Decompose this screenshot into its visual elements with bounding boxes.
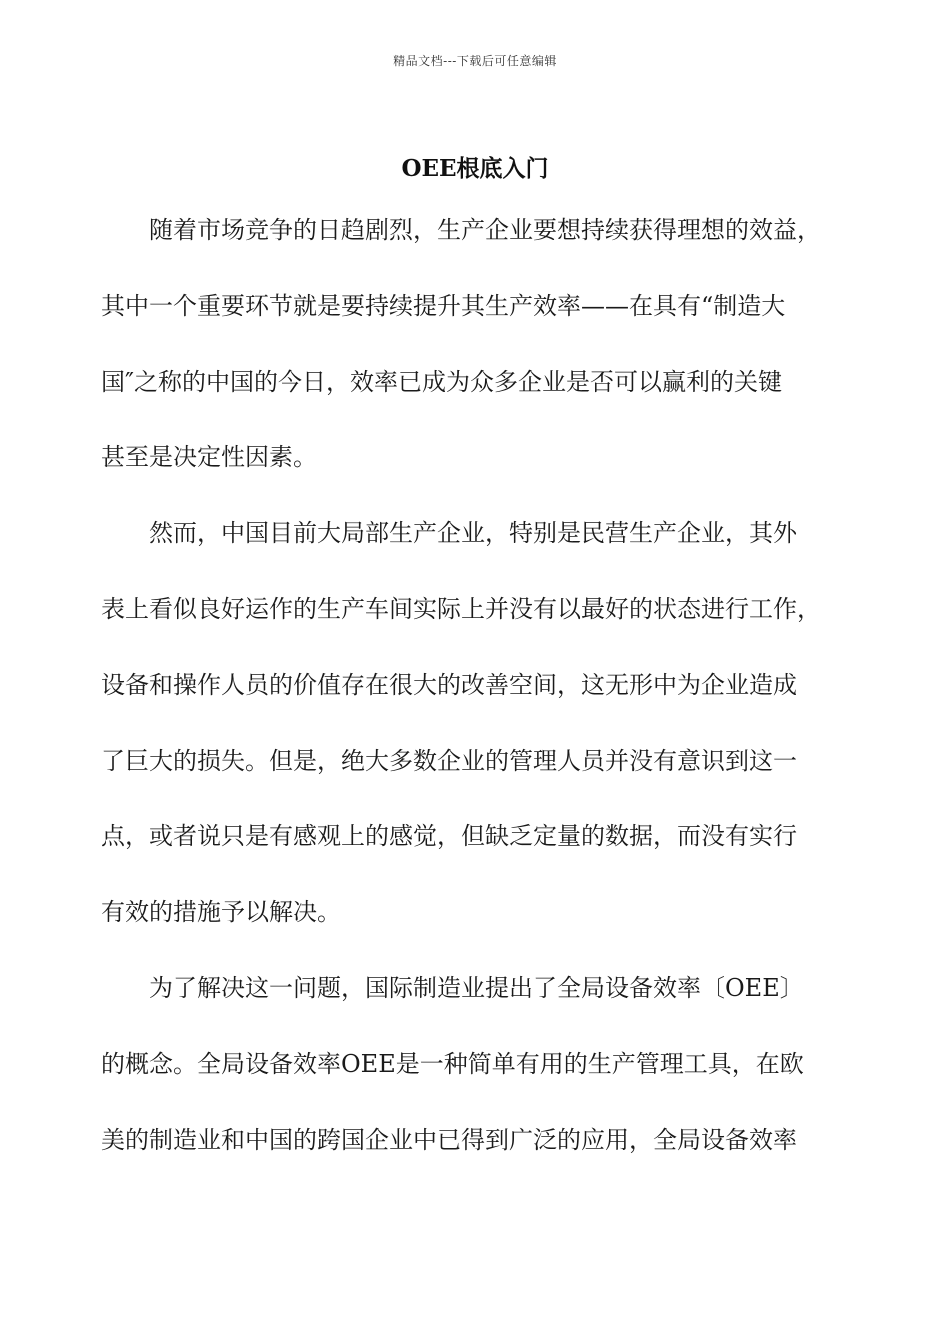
paragraph	[101, 193, 853, 496]
paragraph	[101, 951, 853, 1178]
page-header: 精品文档---下载后可任意编辑	[393, 54, 557, 68]
paragraph-line: 国″之称的中国的今日，效率已成为众多企业是否可以赢利的关键	[101, 367, 782, 396]
paragraph-line: 表上看似良好运作的生产车间实际上并没有以最好的状态进行工作，	[101, 594, 821, 623]
paragraph-line: 甚至是决定性因素。	[101, 443, 317, 472]
paragraph	[101, 496, 853, 951]
document-title: OEE根底入门	[401, 155, 549, 182]
paragraph-line: 了巨大的损失。但是，绝大多数企业的管理人员并没有意识到这一	[101, 746, 797, 775]
paragraph-line: 美的制造业和中国的跨国企业中已得到广泛的应用，全局设备效率	[101, 1125, 797, 1154]
document-body	[101, 193, 853, 1178]
paragraph-line: 设备和操作人员的价值存在很大的改善空间，这无形中为企业造成	[101, 670, 797, 699]
paragraph-line: 为了解决这一问题，国际制造业提出了全局设备效率〔OEE〕	[149, 973, 804, 1002]
paragraph-line: 其中一个重要环节就是要持续提升其生产效率——在具有“制造大	[101, 291, 786, 320]
paragraph-line: 然而，中国目前大局部生产企业，特别是民营生产企业，其外	[149, 519, 797, 548]
paragraph-line: 的概念。全局设备效率OEE是一种简单有用的生产管理工具，在欧	[101, 1049, 804, 1078]
paragraph-line: 点，或者说只是有感观上的感觉，但缺乏定量的数据，而没有实行	[101, 822, 797, 851]
paragraph-line: 有效的措施予以解决。	[101, 898, 341, 927]
paragraph-line: 随着市场竞争的日趋剧烈，生产企业要想持续获得理想的效益，	[149, 216, 821, 244]
